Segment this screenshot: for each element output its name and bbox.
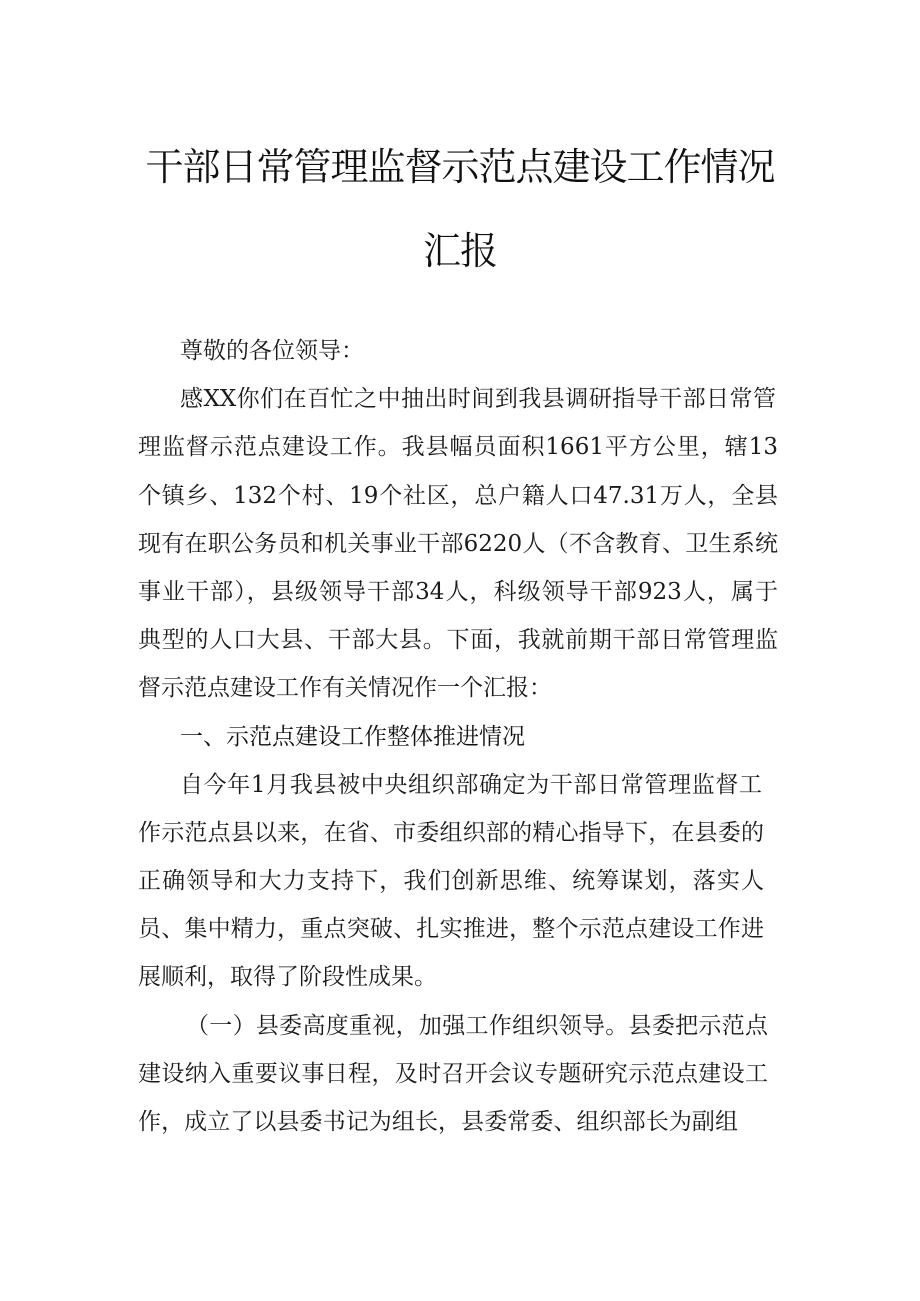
document-title-line-2: 汇报 (422, 229, 497, 273)
document-title-line-1: 干部日常管理监督示范点建设工作情况 (145, 145, 775, 189)
paragraph-line: 个镇乡、132个村、19个社区，总户籍人口47.31万人，全县 (138, 483, 778, 509)
paragraph-line: 事业干部），县级领导干部34人，科级领导干部923人，属于 (138, 579, 778, 605)
paragraph-line: 正确领导和大力支持下，我们创新思维、统筹谋划，落实人 (138, 868, 764, 894)
paragraph-line: 建设纳入重要议事日程，及时召开会议专题研究示范点建设工 (138, 1061, 768, 1087)
paragraph-line: 典型的人口大县、干部大县。下面，我就前期干部日常管理监 (138, 627, 778, 653)
paragraph-line: 感XX你们在百忙之中抽出时间到我县调研指导干部日常管 (180, 386, 776, 412)
paragraph-line: 展顺利，取得了阶段性成果。 (138, 964, 437, 990)
paragraph-line: 作示范点县以来，在省、市委组织部的精心指导下，在县委的 (138, 820, 764, 846)
paragraph-line: 督示范点建设工作有关情况作一个汇报： (138, 675, 552, 701)
salutation: 尊敬的各位领导： (180, 338, 364, 364)
paragraph-line: 现有在职公务员和机关事业干部6220人（不含教育、卫生系统 (138, 531, 778, 557)
paragraph-line: 自今年1月我县被中央组织部确定为干部日常管理监督工 (180, 772, 762, 798)
paragraph-line: 作，成立了以县委书记为组长，县委常委、组织部长为副组 (138, 1109, 738, 1135)
paragraph-line: （一）县委高度重视，加强工作组织领导。县委把示范点 (186, 1013, 768, 1039)
paragraph-line: 理监督示范点建设工作。我县幅员面积1661平方公里，辖13 (138, 434, 778, 460)
section-heading: 一、示范点建设工作整体推进情况 (180, 724, 525, 750)
paragraph-line: 员、集中精力，重点突破、扎实推进，整个示范点建设工作进 (138, 916, 764, 942)
